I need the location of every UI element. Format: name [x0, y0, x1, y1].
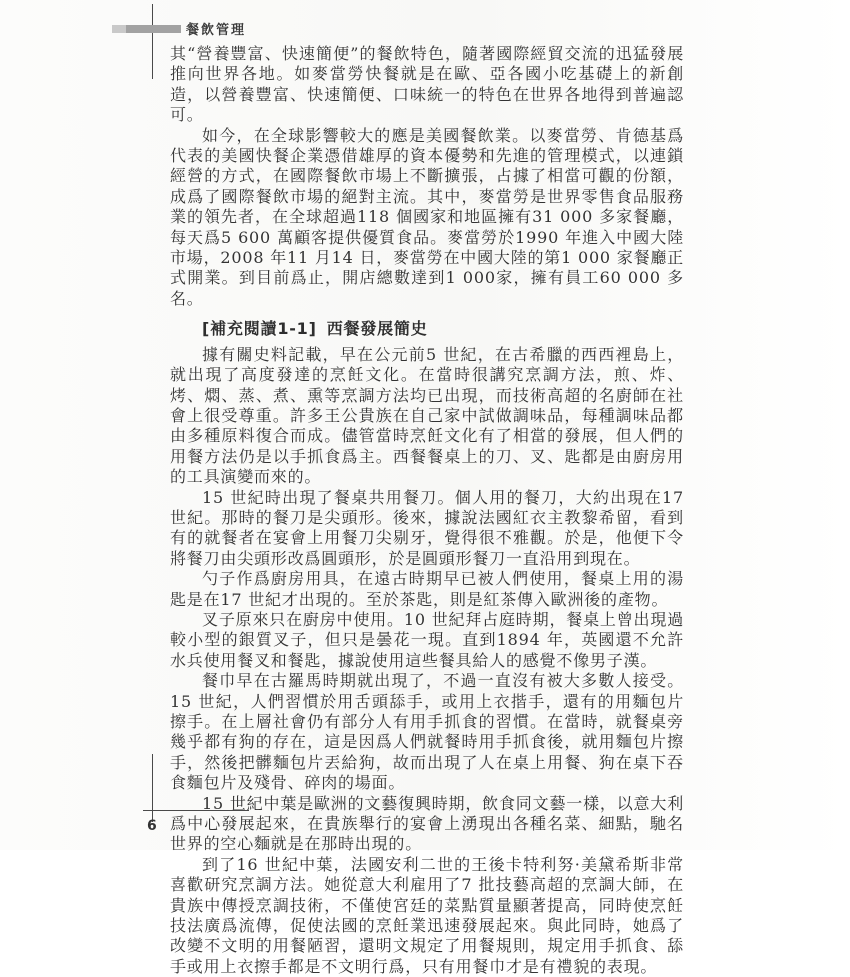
header-bar-dark-segment: [126, 25, 181, 33]
header-bar: [112, 25, 181, 33]
supplement-reading-heading: [170, 319, 684, 339]
paragraph-history-7: 到了16 世紀中葉，法國安利二世的王後卡特利努·美黛希斯非常喜歡研究烹調方法。她從意大利雇用了7 批技藝高超的烹調大師，在貴族中傳授烹調技術，不僅使宮廷的菜點質量顯著提高，同時使烹飪技法廣爲流傳，促使法國的烹飪業迅速發展起來。與此同時，她爲了改變不文明的用餐陋習，還明文規定了用餐規則，規定用手抓食、舔手或用上衣擦手都是不文明行爲，只有用餐巾才是有禮貌的表現。: [170, 854, 684, 976]
paragraph-intro-2: 如今，在全球影響較大的應是美國餐飲業。以麥當勞、肯德基爲代表的美國快餐企業憑借雄厚的資本優勢和先進的管理模式，以連鎖經營的方式，在國際餐飲市場上不斷擴張，占據了相當可觀的份額，成爲了國際餐飲市場的絕對主流。其中，麥當勞是世界零售食品服務業的領先者，在全球超過118 個國家和地區擁有31 000 多家餐廳，每天爲5 600 萬顧客提供優質食品。麥當勞於1990 年進入中國大陸市場，2008 年11 月14 日，麥當勞在中國大陸的第1 000 家餐廳正式開業。到目前爲止，開店總數達到1 000家，擁有員工60 000 多名。: [170, 125, 684, 308]
paragraph-intro-1: 其“營養豐富、快速簡便”的餐飲特色，隨著國際經貿交流的迅猛發展推向世界各地。如麥當勞快餐就是在歐、亞各國小吃基礎上的新創造，以營養豐富、快速簡便、口味統一的特色在世界各地得到普遍認可。: [170, 44, 684, 125]
crop-mark-vertical-top: [152, 4, 153, 79]
supplement-reading-title: 西餐發展簡史: [326, 319, 428, 339]
page-number: 6: [147, 818, 157, 834]
running-header: 餐飲管理: [186, 23, 247, 38]
paragraph-history-4: 叉子原來只在廚房中使用。10 世紀拜占庭時期，餐桌上曾出現過較小型的銀質叉子，但只是曇花一現。直到1894 年，英國還不允許水兵使用餐叉和餐匙，據說使用這些餐具給人的感覺不像男子漢。: [170, 609, 684, 670]
header-bar-light-segment: [112, 25, 126, 33]
paragraph-history-3: 勺子作爲廚房用具，在遠古時期早已被人們使用，餐桌上用的湯匙是在17 世紀才出現的。至於茶匙，則是紅茶傳入歐洲後的產物。: [170, 569, 684, 609]
paragraph-history-5: 餐巾早在古羅馬時期就出現了，不過一直沒有被大多數人接受。15 世紀，人們習慣於用舌頭舔手，或用上衣揩手，還有的用麵包片擦手。在上層社會仍有部分人有用手抓食的習慣。在當時，就餐桌旁幾乎都有狗的存在，這是因爲人們就餐時用手抓食後，就用麵包片擦手，然後把髒麵包片丟給狗，故而出現了人在桌上用餐、狗在桌下吞食麵包片及殘骨、碎肉的場面。: [170, 671, 684, 793]
paragraph-history-2: 15 世紀時出現了餐桌共用餐刀。個人用的餐刀，大約出現在17 世紀。那時的餐刀是尖頭形。後來，據說法國紅衣主教黎希留，看到有的就餐者在宴會上用餐刀尖剔牙，覺得很不雅觀。於是，他便下令將餐刀由尖頭形改爲圓頭形，於是圓頭形餐刀一直沿用到現在。: [170, 487, 684, 568]
crop-mark-vertical-bottom: [152, 754, 153, 822]
paragraph-history-1: 據有關史料記載，早在公元前5 世紀，在古希臘的西西裡島上，就出現了高度發達的烹飪文化。在當時很講究烹調方法，煎、炸、烤、燜、蒸、煮、熏等烹調方法均已出現，而技術高超的名廚師在社會上很受尊重。許多王公貴族在自己家中試做調味品，每種調味品都由多種原料復合而成。儘管當時烹飪文化有了相當的發展，但人們的用餐方法仍是以手抓食爲主。西餐餐桌上的刀、叉、匙都是由廚房用的工具演變而來的。: [170, 344, 684, 487]
paragraph-history-6: 15 世紀中葉是歐洲的文藝復興時期，飲食同文藝一樣，以意大利爲中心發展起來，在貴族舉行的宴會上湧現出各種名菜、細點，馳名世界的空心麵就是在那時出現的。: [170, 793, 684, 854]
page-body: [170, 44, 684, 977]
supplement-reading-label: [補充閱讀1-1]: [202, 319, 317, 339]
